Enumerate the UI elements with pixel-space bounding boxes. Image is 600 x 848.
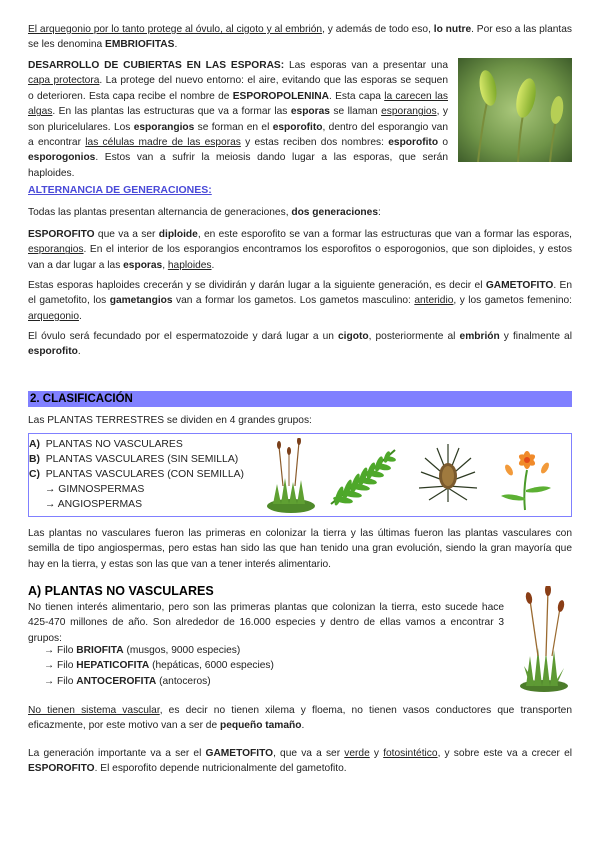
- moss-illustration: [263, 438, 319, 514]
- group-c: C) PLANTAS VASCULARES (CON SEMILLA): [29, 469, 244, 480]
- alternancia-p4: El óvulo será fecundado por el espermatozoide y dará lugar a un cigoto, posteriormente al embrión y finalmente al esporofito.: [28, 331, 572, 358]
- arrow-icon: →: [45, 484, 56, 495]
- conifer-illustration: [415, 442, 481, 510]
- arrow-icon: →: [45, 499, 56, 510]
- intro-underlined: El arquegonio por lo tanto protege al óvulo, al cigoto y al embrión: [28, 24, 323, 35]
- arrow-icon: →: [44, 645, 55, 656]
- alternancia-p1: Todas las plantas presentan alternancia de generaciones, dos generaciones:: [28, 207, 381, 218]
- subgroup-angiospermas: → ANGIOSPERMAS: [45, 499, 143, 510]
- arrow-icon: →: [44, 675, 55, 687]
- group-a: A) PLANTAS NO VASCULARES: [29, 439, 183, 450]
- list-item: → Filo BRIOFITA (musgos, 9000 especies): [44, 645, 241, 656]
- flower-illustration: [495, 440, 557, 512]
- clasificacion-paragraph: Las plantas no vasculares fueron las primeras en colonizar la tierra y las últimas fueron las plantas vasculares con semilla de tipo angiospermas, pero estas han sido las que han tenido una gran evolución, siendo la gran mayoría que hay en la tierra, y estas son las que van a tener interés alimentario.: [28, 528, 572, 570]
- alternancia-title: ALTERNANCIA DE GENERACIONES:: [28, 184, 212, 196]
- no-vasculares-intro: No tienen interés alimentario, pero son las primeras plantas que colonizan la tierra, esto sucede hace 425-470 millones de año. Son alrededor de 16.000 especies y dentro de ellas vamos a encontrar 3 grupos:: [28, 602, 504, 644]
- heading-no-vasculares: A) PLANTAS NO VASCULARES: [28, 584, 214, 598]
- intro-paragraph: El arquegonio por lo tanto protege al óvulo, al cigoto y al embrión, y además de todo eso, lo nutre. Por eso a las plantas se les denomina EMBRIOFITAS.: [28, 24, 572, 51]
- cubiertas-paragraph: DESARROLLO DE CUBIERTAS EN LAS ESPORAS: Las esporas van a presentar una capa protectora. La protege del nuevo entorno: el aire, evitando que las esporas se sequen o deterioren. Esta capa recibe el nombre de ESPOROPOLENINA. Esta capa la carecen las algas. En las plantas las estructuras que va a formar las esporas se llaman esporangios, y son pluricelulares. Los esporangios se forman en el esporofito, dentro del esporangio van a encontrar las células madre de las esporas y estas reciben dos nombres: esporofito o esporogonios. Estos van a sufrir la meiosis dando lugar a las esporas, que serán haploides.: [28, 60, 449, 179]
- phyla-list: [44, 643, 274, 689]
- alternancia-p3: Estas esporas haploides crecerán y se dividirán y darán lugar a la siguiente generación, es decir el GAMETOFITO. En el gametofito, los gametangios van a formar los gametos. Los gametos masculino: anteridio, y los gametos femenino: arquegonio.: [28, 280, 572, 322]
- group-b: B) PLANTAS VASCULARES (SIN SEMILLA): [29, 454, 239, 465]
- alternancia-title-line: [28, 183, 572, 198]
- no-vasculares-p3: La generación importante va a ser el GAMETOFITO, que va a ser verde y fotosintético, y sobre este va a crecer el ESPOROFITO. El esporofito depende nutricionalmente del gametofito.: [28, 748, 573, 775]
- groups-list: [29, 437, 244, 512]
- list-item: → Filo HEPATICOFITA (hepáticas, 6000 especies): [44, 660, 274, 672]
- section-title-clasificacion: 2. CLASIFICACIÓN: [28, 391, 572, 407]
- no-vasculares-p2: No tienen sistema vascular, es decir no tienen xilema y floema, no tienen vasos conductores que transporten eficazmente, por este motivo van a ser de pequeño tamaño.: [28, 705, 572, 732]
- groups-box: [28, 433, 572, 517]
- alternancia-p2: ESPOROFITO que va a ser diploide, en este esporofito se van a formar las estructuras que van a formar las esporas, esporangios. En el interior de los esporangios encontramos los esporofitos o esporogonios, que son diploides, y estos van a dar lugar a las esporas, haploides.: [28, 229, 572, 271]
- moss-sporophyte-illustration: [514, 586, 572, 694]
- arrow-icon: →: [44, 660, 55, 672]
- cubiertas-title: DESARROLLO DE CUBIERTAS EN LAS ESPORAS:: [28, 60, 285, 71]
- sporangia-photo: [458, 58, 572, 162]
- subgroup-gimnospermas: → GIMNOSPERMAS: [45, 484, 145, 495]
- fern-illustration: [325, 444, 401, 510]
- clasificacion-intro: Las PLANTAS TERRESTRES se dividen en 4 grandes grupos:: [28, 415, 312, 426]
- list-item: → Filo ANTOCEROFITA (antoceros): [44, 675, 211, 687]
